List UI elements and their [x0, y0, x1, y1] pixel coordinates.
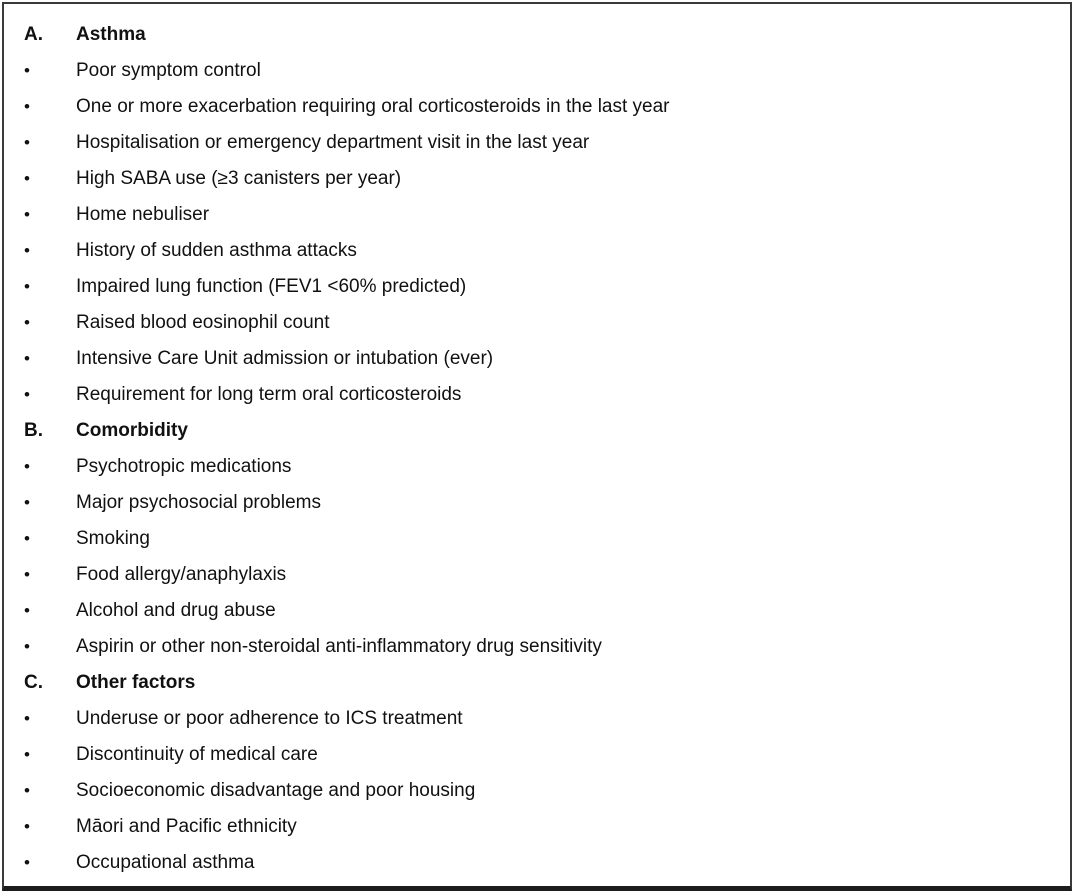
- list-item-text: High SABA use (≥3 canisters per year): [76, 168, 402, 189]
- list-item-text: Raised blood eosinophil count: [76, 312, 330, 333]
- bullet-icon: •: [24, 385, 30, 404]
- list-item-text: Poor symptom control: [76, 60, 261, 81]
- list-item: [24, 485, 1050, 521]
- list-item-text: Underuse or poor adherence to ICS treatment: [76, 708, 463, 729]
- list-item-text: Intensive Care Unit admission or intubation (ever): [76, 348, 494, 369]
- bullet-icon: •: [24, 529, 30, 548]
- list-item: [24, 737, 1050, 773]
- bullet-icon: •: [24, 493, 30, 512]
- section-title: Other factors: [76, 672, 196, 693]
- page: [0, 2, 1074, 895]
- list-item: [24, 53, 1050, 89]
- section-letter: A.: [24, 24, 43, 45]
- bullet-icon: •: [24, 97, 30, 116]
- bullet-icon: •: [24, 745, 30, 764]
- bullet-icon: •: [24, 313, 30, 332]
- bullet-icon: •: [24, 349, 30, 368]
- bullet-icon: •: [24, 205, 30, 224]
- section-title: Asthma: [76, 24, 146, 45]
- bullet-icon: •: [24, 457, 30, 476]
- list-item: [24, 197, 1050, 233]
- bullet-icon: •: [24, 169, 30, 188]
- list-item-text: Requirement for long term oral corticosteroids: [76, 384, 462, 405]
- list-item-text: Food allergy/anaphylaxis: [76, 564, 287, 585]
- list-item: [24, 521, 1050, 557]
- list-item-text: Discontinuity of medical care: [76, 744, 318, 765]
- section-letter: C.: [24, 672, 43, 693]
- bullet-icon: •: [24, 781, 30, 800]
- list-item-text: Occupational asthma: [76, 852, 255, 873]
- section-title: Comorbidity: [76, 420, 188, 441]
- list-item: [24, 449, 1050, 485]
- bullet-icon: •: [24, 601, 30, 620]
- bullet-icon: •: [24, 61, 30, 80]
- section-header-comorbidity: [24, 413, 1050, 449]
- list-item: [24, 773, 1050, 809]
- bullet-icon: •: [24, 709, 30, 728]
- bullet-icon: •: [24, 817, 30, 836]
- list-item: [24, 809, 1050, 845]
- bullet-icon: •: [24, 565, 30, 584]
- list-item: [24, 341, 1050, 377]
- list-item: [24, 629, 1050, 665]
- list-item-text: Māori and Pacific ethnicity: [76, 816, 297, 837]
- list-item-text: Alcohol and drug abuse: [76, 600, 276, 621]
- list-item: [24, 845, 1050, 881]
- list-item: [24, 305, 1050, 341]
- list-item: [24, 269, 1050, 305]
- list-item: [24, 377, 1050, 413]
- list-item-text: Aspirin or other non-steroidal anti-inflammatory drug sensitivity: [76, 636, 602, 657]
- list-item-text: History of sudden asthma attacks: [76, 240, 357, 261]
- list-item: [24, 125, 1050, 161]
- section-letter: B.: [24, 420, 43, 441]
- risk-factors-table: [2, 2, 1072, 891]
- list-item: [24, 161, 1050, 197]
- bullet-icon: •: [24, 853, 30, 872]
- bullet-icon: •: [24, 637, 30, 656]
- list-item-text: Impaired lung function (FEV1 <60% predicted): [76, 276, 467, 297]
- list-item-text: Hospitalisation or emergency department visit in the last year: [76, 132, 590, 153]
- list-item-text: Socioeconomic disadvantage and poor housing: [76, 780, 476, 801]
- section-header-other-factors: [24, 665, 1050, 701]
- section-header-asthma: [24, 17, 1050, 53]
- list-item-text: Home nebuliser: [76, 204, 210, 225]
- bullet-icon: •: [24, 133, 30, 152]
- bullet-icon: •: [24, 277, 30, 296]
- list-item: [24, 701, 1050, 737]
- list-item-text: Smoking: [76, 528, 150, 549]
- list-item: [24, 233, 1050, 269]
- list-item-text: One or more exacerbation requiring oral corticosteroids in the last year: [76, 96, 670, 117]
- list-item: [24, 557, 1050, 593]
- list-item: [24, 89, 1050, 125]
- list-item-text: Psychotropic medications: [76, 456, 292, 477]
- list-item-text: Major psychosocial problems: [76, 492, 321, 513]
- bullet-icon: •: [24, 241, 30, 260]
- list-item: [24, 593, 1050, 629]
